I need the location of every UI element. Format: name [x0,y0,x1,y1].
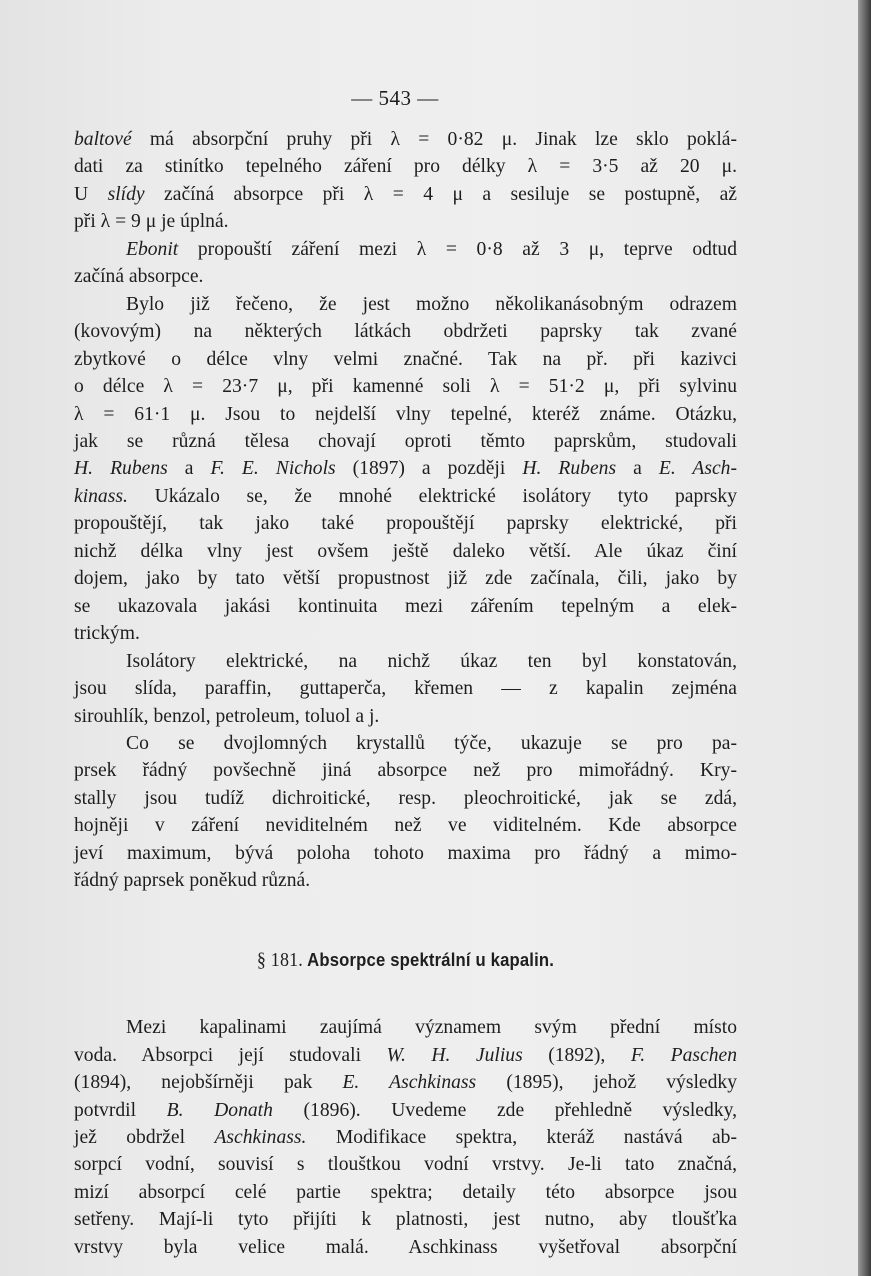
text-line: se ukazovala jakási kontinuita mezi zářením tepelným a elek- [74,595,737,617]
text-line: U slídy začíná absorpce při λ = 4 μ a sesiluje se postupně, až [74,183,737,205]
author-name: E. Asch- [658,458,738,480]
text-line: potvrdil B. Donath (1896). Uvedeme zde přehledně výsledky, [74,1099,737,1121]
text-line: baltové má absorpční pruhy při λ = 0·82 μ. Jinak lze sklo poklá- [74,129,737,150]
text-line: Mezi kapalinami zaujímá významem svým přední místo [126,1017,737,1039]
text-line: voda. Absorpci její studovali W. H. Julius (1892), F. Paschen [74,1044,738,1066]
section-heading [107,946,704,974]
italic-term: Ebonit [126,238,179,260]
author-name: kinass. [74,485,128,507]
section-number: § 181. [256,948,303,971]
text-line: dojem, jako by tato větší propustnost již zde začínala, čili, jako by [74,568,737,590]
text-line: λ = 61·1 μ. Jsou to nejdelší vlny tepelné, kteréž známe. Otázku, [74,403,737,425]
page-number: — 543 — [351,86,439,110]
page-edge-shadow [858,0,871,1276]
text-line: H. Rubens a F. E. Nichols (1897) a později H. Rubens a E. Asch- [74,458,738,480]
page-body [74,126,737,1261]
text-line: Bylo již řečeno, že jest možno několikanásobným odrazem [126,293,737,315]
text-line: vrstvy byla velice malá. Aschkinass vyšetřoval absorpční [74,1236,737,1258]
text-line: jsou slída, paraffin, guttaperča, křemen — z kapalin zejména [74,678,737,700]
text-line: řádný paprsek poněkud různá. [74,870,311,892]
author-name: Aschkinass. [214,1126,307,1148]
text-line: nichž délka vlny jest ovšem ještě daleko větší. Ale úkaz činí [74,540,737,562]
text-line: sirouhlík, benzol, petroleum, toluol a j. [74,705,380,727]
text-line: zbytkové o délce vlny velmi značné. Tak na př. při kazivci [74,348,737,370]
text-line: trickým. [74,623,140,645]
text-line: jeví maximum, bývá poloha tohoto maxima pro řádný a mimo- [74,842,737,864]
text-line: jež obdržel Aschkinass. Modifikace spektra, kteráž nastává ab- [74,1126,737,1148]
author-name: B. Donath [166,1099,273,1121]
text-line: o délce λ = 23·7 μ, při kamenné soli λ = 51·2 μ, při sylvinu [74,376,737,398]
section-title: Absorpce spektrální u kapalin. [307,948,555,970]
text-line: Ebonit propouští záření mezi λ = 0·8 až 3 μ, teprve odtud [126,238,737,260]
author-name: F. E. Nichols [210,458,336,480]
text-line: stally jsou tudíž dichroitické, resp. pleochroitické, jak se zdá, [74,787,737,809]
text-line: prsek řádný povšechně jiná absorpce než pro mimořádný. Kry- [74,760,737,782]
italic-term: slídy [107,183,145,205]
author-name: H. Rubens [74,458,168,480]
author-name: H. Rubens [522,458,617,480]
text-line: jak se různá tělesa chovají oproti těmto paprskům, studovali [74,430,737,452]
text-line: hojněji v záření neviditelném než ve viditelném. Kde absorpce [74,815,737,837]
text-line: (1894), nejobšírněji pak E. Aschkinass (1895), jehož výsledky [74,1072,737,1094]
text-line: kinass. Ukázalo se, že mnohé elektrické isolátory tyto paprsky [74,485,737,507]
text-line: (kovovým) na některých látkách obdržeti paprsky tak zvané [74,321,737,343]
author-name: F. Paschen [630,1044,738,1066]
author-name: E. Aschkinass [342,1072,477,1094]
text-line: začíná absorpce. [74,266,204,288]
author-name: W. H. Julius [386,1044,523,1066]
italic-term: baltové [74,129,132,150]
text-line: mizí absorpcí celé partie spektra; detaily této absorpce jsou [74,1181,737,1203]
text-line: Co se dvojlomných krystallů týče, ukazuje se pro pa- [126,732,737,754]
text-line: sorpcí vodní, souvisí s tlouštkou vodní vrstvy. Je-li tato značná, [74,1154,737,1176]
text-line: Isolátory elektrické, na nichž úkaz ten byl konstatován, [126,650,737,672]
text-line: dati za stinítko tepelného záření pro délky λ = 3·5 až 20 μ. [74,156,737,178]
text-line: propouštějí, tak jako také propouštějí paprsky elektrické, při [74,513,737,535]
text-line: setřeny. Mají-li tyto přijíti k platnosti, jest nutno, aby tloušťka [74,1209,737,1231]
text-line: při λ = 9 μ je úplná. [74,211,229,233]
